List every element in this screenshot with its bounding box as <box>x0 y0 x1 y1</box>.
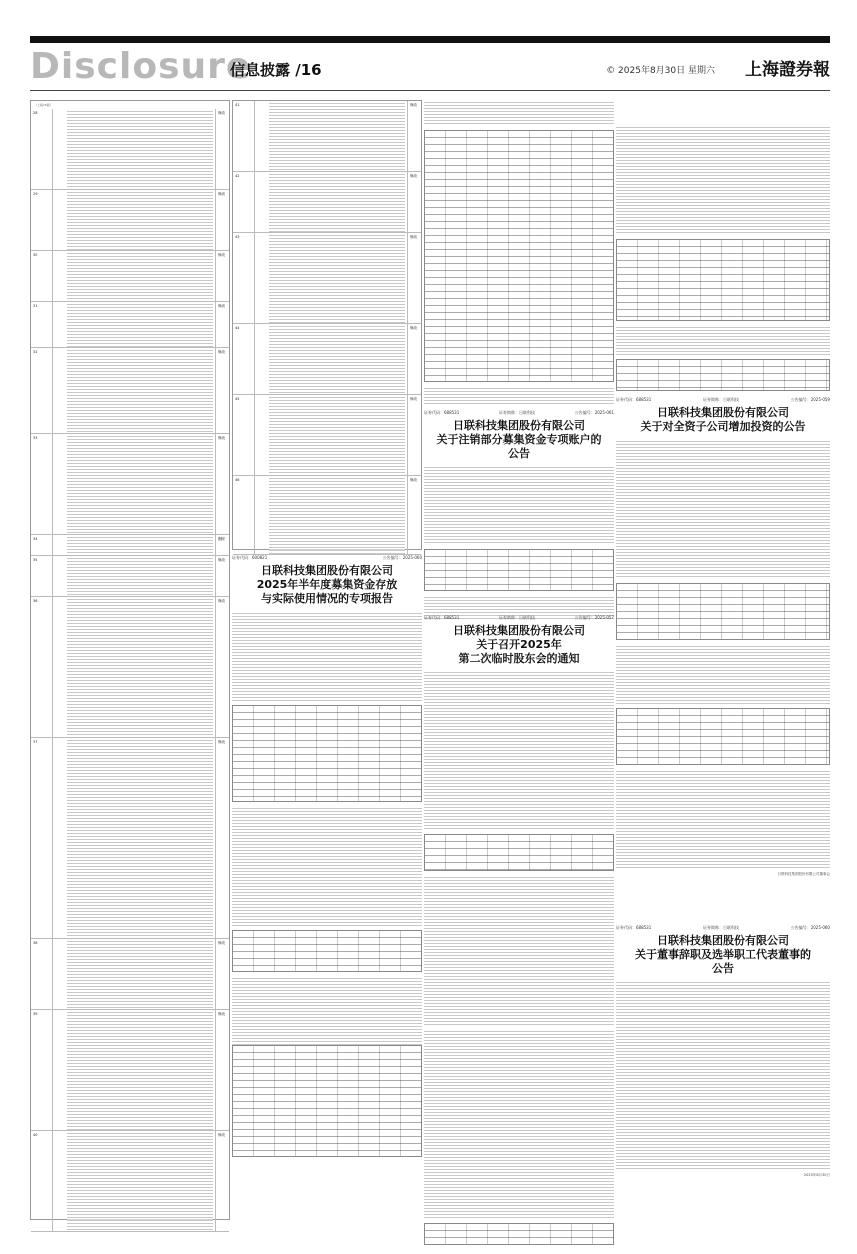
article-title-line2: 第二次临时股东会的通知 <box>458 651 580 665</box>
table-row: 34 删除 <box>31 535 229 556</box>
agenda-table <box>424 834 614 871</box>
masthead-rule <box>30 36 830 43</box>
table-row: 31 修改 <box>31 302 229 348</box>
article-body <box>616 769 830 869</box>
article-byline <box>232 555 422 561</box>
article-title-line1: 关于注销部分募集资金专项账户的 <box>436 432 602 446</box>
article-body <box>616 644 830 704</box>
table-row: 38 修改 <box>31 939 229 1010</box>
continued-table-col3 <box>424 100 614 125</box>
article-title-line2: 公告 <box>712 961 734 975</box>
vote-table <box>616 239 830 321</box>
table-row: 46 修改 <box>233 476 421 555</box>
table-row: 29 修改 <box>31 190 229 251</box>
continued-table-col1 <box>30 100 230 1220</box>
article-byline <box>424 410 614 416</box>
article-title-line1: 2025年半年度募集资金存放 <box>256 577 398 591</box>
financial-table <box>616 583 830 640</box>
article-body <box>424 465 614 545</box>
cancel-account-table <box>424 549 614 591</box>
table-row: 39 修改 <box>31 1010 229 1131</box>
article-title-line2: 与实际使用情况的专项报告 <box>261 591 393 605</box>
header-divider <box>30 90 830 91</box>
account-table <box>232 930 422 972</box>
company-name: 日联科技集团股份有限公司 <box>453 419 585 432</box>
article-cancel <box>424 130 614 620</box>
company-name: 日联科技集团股份有限公司 <box>453 624 585 637</box>
article-body <box>424 1029 614 1219</box>
table-row: 42 修改 <box>233 172 421 233</box>
article-byline <box>424 615 614 621</box>
article-body <box>424 670 614 830</box>
table-row: 37 修改 <box>31 738 229 939</box>
article-body <box>616 325 830 355</box>
article-byline <box>616 397 830 403</box>
table-row: 35 修改 <box>31 556 229 597</box>
article-body <box>424 875 614 1025</box>
article-report <box>232 555 422 1066</box>
notice-number: 公告编号：2025-060 <box>790 925 830 930</box>
article-body <box>232 806 422 926</box>
article-title-line1: 关于对全资子公司增加投资的公告 <box>640 419 806 433</box>
article-meeting <box>424 615 614 1245</box>
section-title-en: Disclosure <box>30 46 252 87</box>
stock-name: 证券简称：日联科技 <box>703 397 739 402</box>
section-title-cn: 信息披露 /16 <box>230 61 322 79</box>
table-row: 41 修改 <box>233 101 421 172</box>
stock-name: 证券简称：日联科技 <box>703 925 739 930</box>
notice-number: 公告编号：2025-060 <box>382 555 422 560</box>
masthead <box>30 47 830 87</box>
stock-code: 证券代码：688531 <box>616 397 652 402</box>
notice-number: 公告编号：2025-061 <box>574 410 614 415</box>
notice-number: 公告编号：2025-057 <box>574 615 614 620</box>
article-body <box>616 980 830 1170</box>
stock-code: 证券代码：688531 <box>424 615 460 620</box>
investment-table <box>616 708 830 765</box>
table-continued-label: （上接15版） <box>34 103 53 107</box>
company-name: 日联科技集团股份有限公司 <box>657 934 789 947</box>
project-progress-table <box>424 130 614 382</box>
article-title-line1: 关于董事辞职及选举职工代表董事的 <box>635 947 811 961</box>
table-row: 45 修改 <box>233 395 421 476</box>
publication-date: © 2025年8月30日 星期六 <box>606 66 715 76</box>
newspaper-logo: 上海證券報 <box>745 60 830 80</box>
table-row: 28 修改 <box>31 109 229 190</box>
table-row: 30 修改 <box>31 251 229 302</box>
table-row: 43 修改 <box>233 233 421 324</box>
article-body <box>616 439 830 579</box>
stock-code: 证券代码：688531 <box>616 925 652 930</box>
article-body <box>616 125 830 235</box>
table-row: 44 修改 <box>233 324 421 395</box>
company-name: 日联科技集团股份有限公司 <box>657 406 789 419</box>
article-title-line1: 关于召开2025年 <box>476 637 562 651</box>
article-report-cont <box>232 1045 422 1157</box>
notice-number: 公告编号：2025-059 <box>790 397 830 402</box>
company-name: 日联科技集团股份有限公司 <box>261 564 393 577</box>
article-body <box>424 386 614 406</box>
table-row: 40 修改 <box>31 1131 229 1232</box>
article-byline <box>616 925 830 931</box>
article-invest <box>616 125 830 877</box>
stock-code: 证券代码：688531 <box>424 410 460 415</box>
funds-table <box>232 705 422 802</box>
table-row: 36 修改 <box>31 597 229 738</box>
article-director <box>616 925 830 1178</box>
table-row: 32 修改 <box>31 348 229 434</box>
stock-name: 证券简称：日联科技 <box>499 410 535 415</box>
vote-table-2 <box>616 359 830 391</box>
article-body <box>232 611 422 701</box>
signature-date: 2025年8月30日 <box>803 1173 830 1178</box>
table-row: 33 修改 <box>31 434 229 535</box>
stock-name: 证券简称：日联科技 <box>499 615 535 620</box>
article-title-line2: 公告 <box>508 446 530 460</box>
stock-code: 证券代码：600821 <box>232 555 268 560</box>
signature: 日联科技集团股份有限公司董事会 <box>777 871 830 876</box>
proxy-table <box>424 1223 614 1245</box>
projects-table <box>232 1045 422 1157</box>
continued-table-col2 <box>232 100 422 550</box>
